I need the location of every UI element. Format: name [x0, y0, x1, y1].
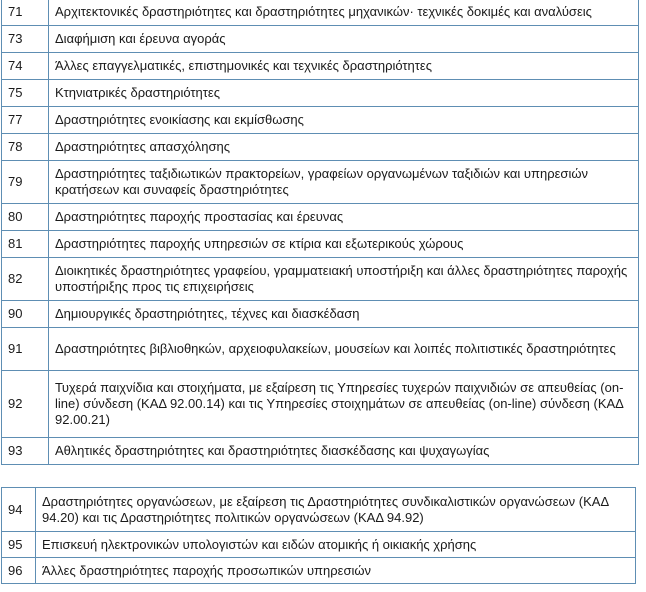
table-row	[2, 532, 636, 558]
table-row	[2, 488, 636, 532]
activity-code: 82	[2, 258, 49, 301]
activity-description: Κτηνιατρικές δραστηριότητες	[49, 80, 639, 107]
activity-description: Άλλες δραστηριότητες παροχής προσωπικών υπηρεσιών	[36, 558, 636, 584]
activity-code: 79	[2, 161, 49, 204]
activity-description: Δραστηριότητες παροχής υπηρεσιών σε κτίρια και εξωτερικούς χώρους	[49, 231, 639, 258]
activity-code: 74	[2, 53, 49, 80]
activity-description: Τυχερά παιχνίδια και στοιχήματα, με εξαίρεση τις Υπηρεσίες τυχερών παιχνιδιών σε απευθείας (on- line) σύνδεση (ΚΑΔ 92.00.14) και τις Υπηρεσίες στοιχημάτων σε απευθείας (on-line) σύνδεση (ΚΑΔ 92.00.21)	[49, 371, 639, 438]
activity-description: Δραστηριότητες οργανώσεων, με εξαίρεση τις Δραστηριότητες συνδικαλιστικών οργανώσεων (ΚΑΔ 94.20) και τις Δραστηριότητες πολιτικών οργανώσεων (ΚΑΔ 94.92)	[36, 488, 636, 532]
table-row	[2, 558, 636, 584]
activity-description: Άλλες επαγγελματικές, επιστημονικές και τεχνικές δραστηριότητες	[49, 53, 639, 80]
activity-code: 77	[2, 107, 49, 134]
activity-code: 90	[2, 301, 49, 328]
activity-description: Επισκευή ηλεκτρονικών υπολογιστών και ειδών ατομικής ή οικιακής χρήσης	[36, 532, 636, 558]
activity-description: Δραστηριότητες ενοικίασης και εκμίσθωσης	[49, 107, 639, 134]
table-row	[2, 53, 639, 80]
activity-code: 94	[2, 488, 36, 532]
table-row	[2, 231, 639, 258]
activity-code: 92	[2, 371, 49, 438]
activity-code: 95	[2, 532, 36, 558]
activity-code: 71	[2, 0, 49, 26]
table-row	[2, 134, 639, 161]
activity-description: Δραστηριότητες ταξιδιωτικών πρακτορείων, γραφείων οργανωμένων ταξιδιών και υπηρεσιών κρατήσεων και συναφείς δραστηριότητες	[49, 161, 639, 204]
activity-description: Δραστηριότητες βιβλιοθηκών, αρχειοφυλακείων, μουσείων και λοιπές πολιτιστικές δραστηριότητες	[49, 328, 639, 371]
table-row	[2, 204, 639, 231]
table-row	[2, 328, 639, 371]
table-row	[2, 258, 639, 301]
activity-description: Δραστηριότητες παροχής προστασίας και έρευνας	[49, 204, 639, 231]
activity-description: Διοικητικές δραστηριότητες γραφείου, γραμματειακή υποστήριξη και άλλες δραστηριότητες παροχής υποστήριξης προς τις επιχειρήσεις	[49, 258, 639, 301]
activity-codes-table-top	[1, 0, 639, 465]
activity-codes-table-bottom	[1, 487, 636, 584]
table-row	[2, 161, 639, 204]
table-row	[2, 438, 639, 465]
activity-code: 75	[2, 80, 49, 107]
table-row	[2, 80, 639, 107]
table-row	[2, 26, 639, 53]
activity-description: Δραστηριότητες απασχόλησης	[49, 134, 639, 161]
table-row	[2, 107, 639, 134]
activity-code: 96	[2, 558, 36, 584]
activity-code: 73	[2, 26, 49, 53]
activity-code: 93	[2, 438, 49, 465]
activity-code: 81	[2, 231, 49, 258]
activity-description: Αθλητικές δραστηριότητες και δραστηριότητες διασκέδασης και ψυχαγωγίας	[49, 438, 639, 465]
activity-code: 91	[2, 328, 49, 371]
activity-description: Δημιουργικές δραστηριότητες, τέχνες και διασκέδαση	[49, 301, 639, 328]
activity-code: 80	[2, 204, 49, 231]
activity-description: Διαφήμιση και έρευνα αγοράς	[49, 26, 639, 53]
table-row	[2, 301, 639, 328]
table-row	[2, 371, 639, 438]
activity-code: 78	[2, 134, 49, 161]
table-row	[2, 0, 639, 26]
activity-description: Αρχιτεκτονικές δραστηριότητες και δραστηριότητες μηχανικών· τεχνικές δοκιμές και αναλύσεις	[49, 0, 639, 26]
